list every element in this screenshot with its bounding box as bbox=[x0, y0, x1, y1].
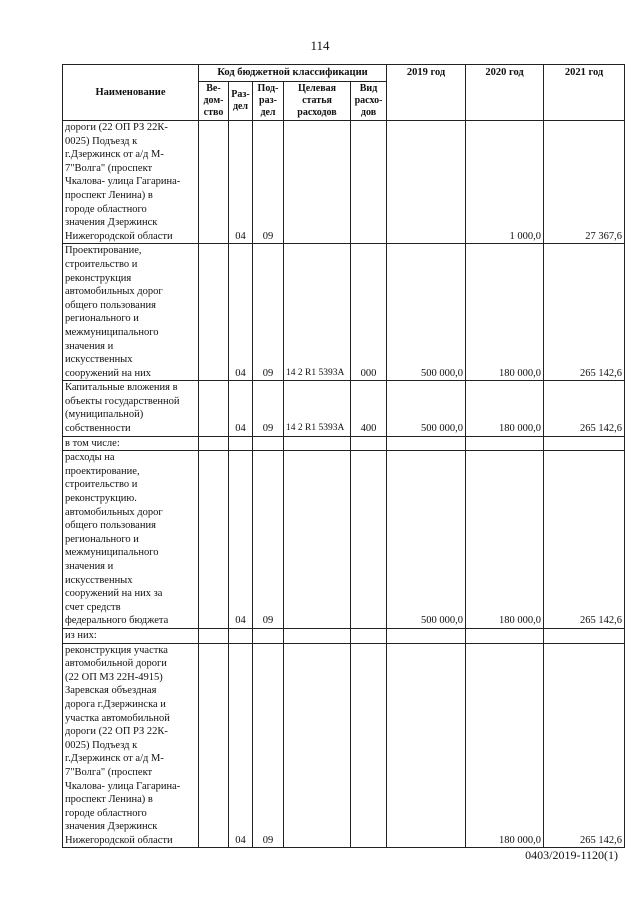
row-vedomstvo bbox=[199, 451, 229, 629]
row-2020: 180 000,0 bbox=[466, 244, 544, 381]
header-name: Наименование bbox=[63, 65, 199, 121]
header-razdel: Раз- дел bbox=[229, 82, 253, 121]
header-budget-code: Код бюджетной классификации bbox=[199, 65, 387, 82]
document-code: 0403/2019-1120(1) bbox=[525, 848, 618, 862]
table-row bbox=[63, 628, 625, 643]
row-2019: 500 000,0 bbox=[387, 451, 466, 629]
row-name: расходы на проектирование, строительство и реконструкцию. автомобильных дорог общего пользования регионального и межмуниципального значения и искусственных сооружений на них за счет средств федерального бюджета bbox=[63, 451, 199, 629]
row-razdel: 04 bbox=[229, 451, 253, 629]
row-vedomstvo bbox=[199, 643, 229, 848]
table-row bbox=[63, 451, 625, 629]
budget-table bbox=[62, 64, 625, 848]
row-podrazdel: 09 bbox=[253, 121, 284, 244]
row-target: 14 2 R1 5393A bbox=[284, 244, 351, 381]
row-podrazdel bbox=[253, 436, 284, 451]
row-2021: 27 367,6 bbox=[544, 121, 625, 244]
header-vedomstvo: Ве- дом- ство bbox=[199, 82, 229, 121]
row-2019: 500 000,0 bbox=[387, 381, 466, 436]
row-2019 bbox=[387, 628, 466, 643]
table-row bbox=[63, 436, 625, 451]
header-2021: 2021 год bbox=[544, 65, 625, 121]
row-razdel: 04 bbox=[229, 121, 253, 244]
row-2020: 180 000,0 bbox=[466, 643, 544, 848]
header-2019: 2019 год bbox=[387, 65, 466, 121]
row-2021: 265 142,6 bbox=[544, 451, 625, 629]
row-razdel bbox=[229, 436, 253, 451]
row-podrazdel: 09 bbox=[253, 244, 284, 381]
row-vid bbox=[351, 451, 387, 629]
row-vid: 000 bbox=[351, 244, 387, 381]
row-podrazdel bbox=[253, 628, 284, 643]
row-vedomstvo bbox=[199, 244, 229, 381]
row-2021 bbox=[544, 628, 625, 643]
row-target bbox=[284, 121, 351, 244]
page-number: 114 bbox=[310, 38, 330, 53]
row-razdel: 04 bbox=[229, 244, 253, 381]
row-name: в том числе: bbox=[63, 436, 199, 451]
row-vid bbox=[351, 121, 387, 244]
row-target bbox=[284, 628, 351, 643]
row-2021: 265 142,6 bbox=[544, 643, 625, 848]
row-vedomstvo bbox=[199, 628, 229, 643]
row-2021: 265 142,6 bbox=[544, 381, 625, 436]
row-name: дороги (22 ОП РЗ 22К- 0025) Подъезд к г.Дзержинск от а/д М- 7"Волга" (проспект Чкалова- улица Гагарина- проспект Ленина) в городе областного значения Дзержинск Нижегородской области bbox=[63, 121, 199, 244]
row-vedomstvo bbox=[199, 381, 229, 436]
row-vid bbox=[351, 643, 387, 848]
row-name: Проектирование, строительство и реконструкция автомобильных дорог общего пользования регионального и межмуниципального значения и искусственных сооружений на них bbox=[63, 244, 199, 381]
header-expense-type: Вид расхо- дов bbox=[351, 82, 387, 121]
row-2020 bbox=[466, 628, 544, 643]
row-vedomstvo bbox=[199, 436, 229, 451]
row-target bbox=[284, 643, 351, 848]
row-target: 14 2 R1 5393A bbox=[284, 381, 351, 436]
row-2019 bbox=[387, 121, 466, 244]
row-2021: 265 142,6 bbox=[544, 244, 625, 381]
row-target bbox=[284, 451, 351, 629]
row-razdel bbox=[229, 628, 253, 643]
row-2019: 500 000,0 bbox=[387, 244, 466, 381]
row-podrazdel: 09 bbox=[253, 451, 284, 629]
row-2021 bbox=[544, 436, 625, 451]
row-podrazdel: 09 bbox=[253, 381, 284, 436]
row-vid bbox=[351, 628, 387, 643]
header-podrazdel: Под- раз- дел bbox=[253, 82, 284, 121]
row-name: Капитальные вложения в объекты государственной (муниципальной) собственности bbox=[63, 381, 199, 436]
row-target bbox=[284, 436, 351, 451]
table-row bbox=[63, 244, 625, 381]
row-2020 bbox=[466, 436, 544, 451]
row-2019 bbox=[387, 436, 466, 451]
row-name: из них: bbox=[63, 628, 199, 643]
header-2020: 2020 год bbox=[466, 65, 544, 121]
table-row bbox=[63, 381, 625, 436]
row-vedomstvo bbox=[199, 121, 229, 244]
row-vid bbox=[351, 436, 387, 451]
header-target-article: Целевая статья расходов bbox=[284, 82, 351, 121]
row-razdel: 04 bbox=[229, 381, 253, 436]
row-podrazdel: 09 bbox=[253, 643, 284, 848]
row-name: реконструкция участка автомобильной дороги (22 ОП МЗ 22Н-4915) Заревская объездная дорога г.Дзержинска и участка автомобильной дороги (22 ОП РЗ 22К- 0025) Подъезд к г.Дзержинск от а/д М- 7"Волга" (проспект Чкалова- улица Гагарина- проспект Ленина) в городе областного значения Дзержинск Нижегородской области bbox=[63, 643, 199, 848]
row-2020: 180 000,0 bbox=[466, 451, 544, 629]
row-2020: 1 000,0 bbox=[466, 121, 544, 244]
row-vid: 400 bbox=[351, 381, 387, 436]
table-row bbox=[63, 121, 625, 244]
row-razdel: 04 bbox=[229, 643, 253, 848]
row-2019 bbox=[387, 643, 466, 848]
table-row bbox=[63, 643, 625, 848]
row-2020: 180 000,0 bbox=[466, 381, 544, 436]
